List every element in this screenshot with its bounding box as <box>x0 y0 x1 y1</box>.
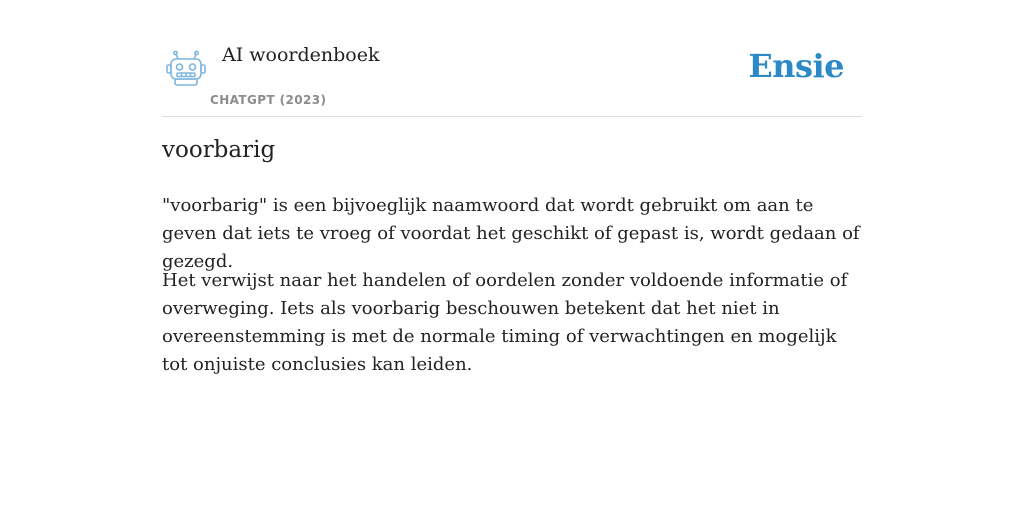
source-subtitle: CHATGPT (2023) <box>210 93 327 107</box>
definition-paragraph-2: Het verwijst naar het handelen of oordelen zonder voldoende informatie of overweging. Iets als voorbarig beschouwen betekent dat het niet in overeenstemming is met de normale timing of verwachtingen en mogelijk tot onjuiste conclusies kan leiden. <box>162 270 848 375</box>
card-header <box>162 0 862 117</box>
definition-paragraph-1: "voorbarig" is een bijvoeglijk naamwoord dat wordt gebruikt om aan te geven dat iets te vroeg of voordat het geschikt of gepast is, wordt gedaan of gezegd. <box>162 195 860 272</box>
source-title[interactable]: AI woordenboek <box>222 44 380 66</box>
robot-icon <box>164 50 208 90</box>
entry-term: voorbarig <box>162 137 276 163</box>
dictionary-card <box>162 0 862 512</box>
ensie-logo[interactable]: Ensie <box>748 47 844 85</box>
